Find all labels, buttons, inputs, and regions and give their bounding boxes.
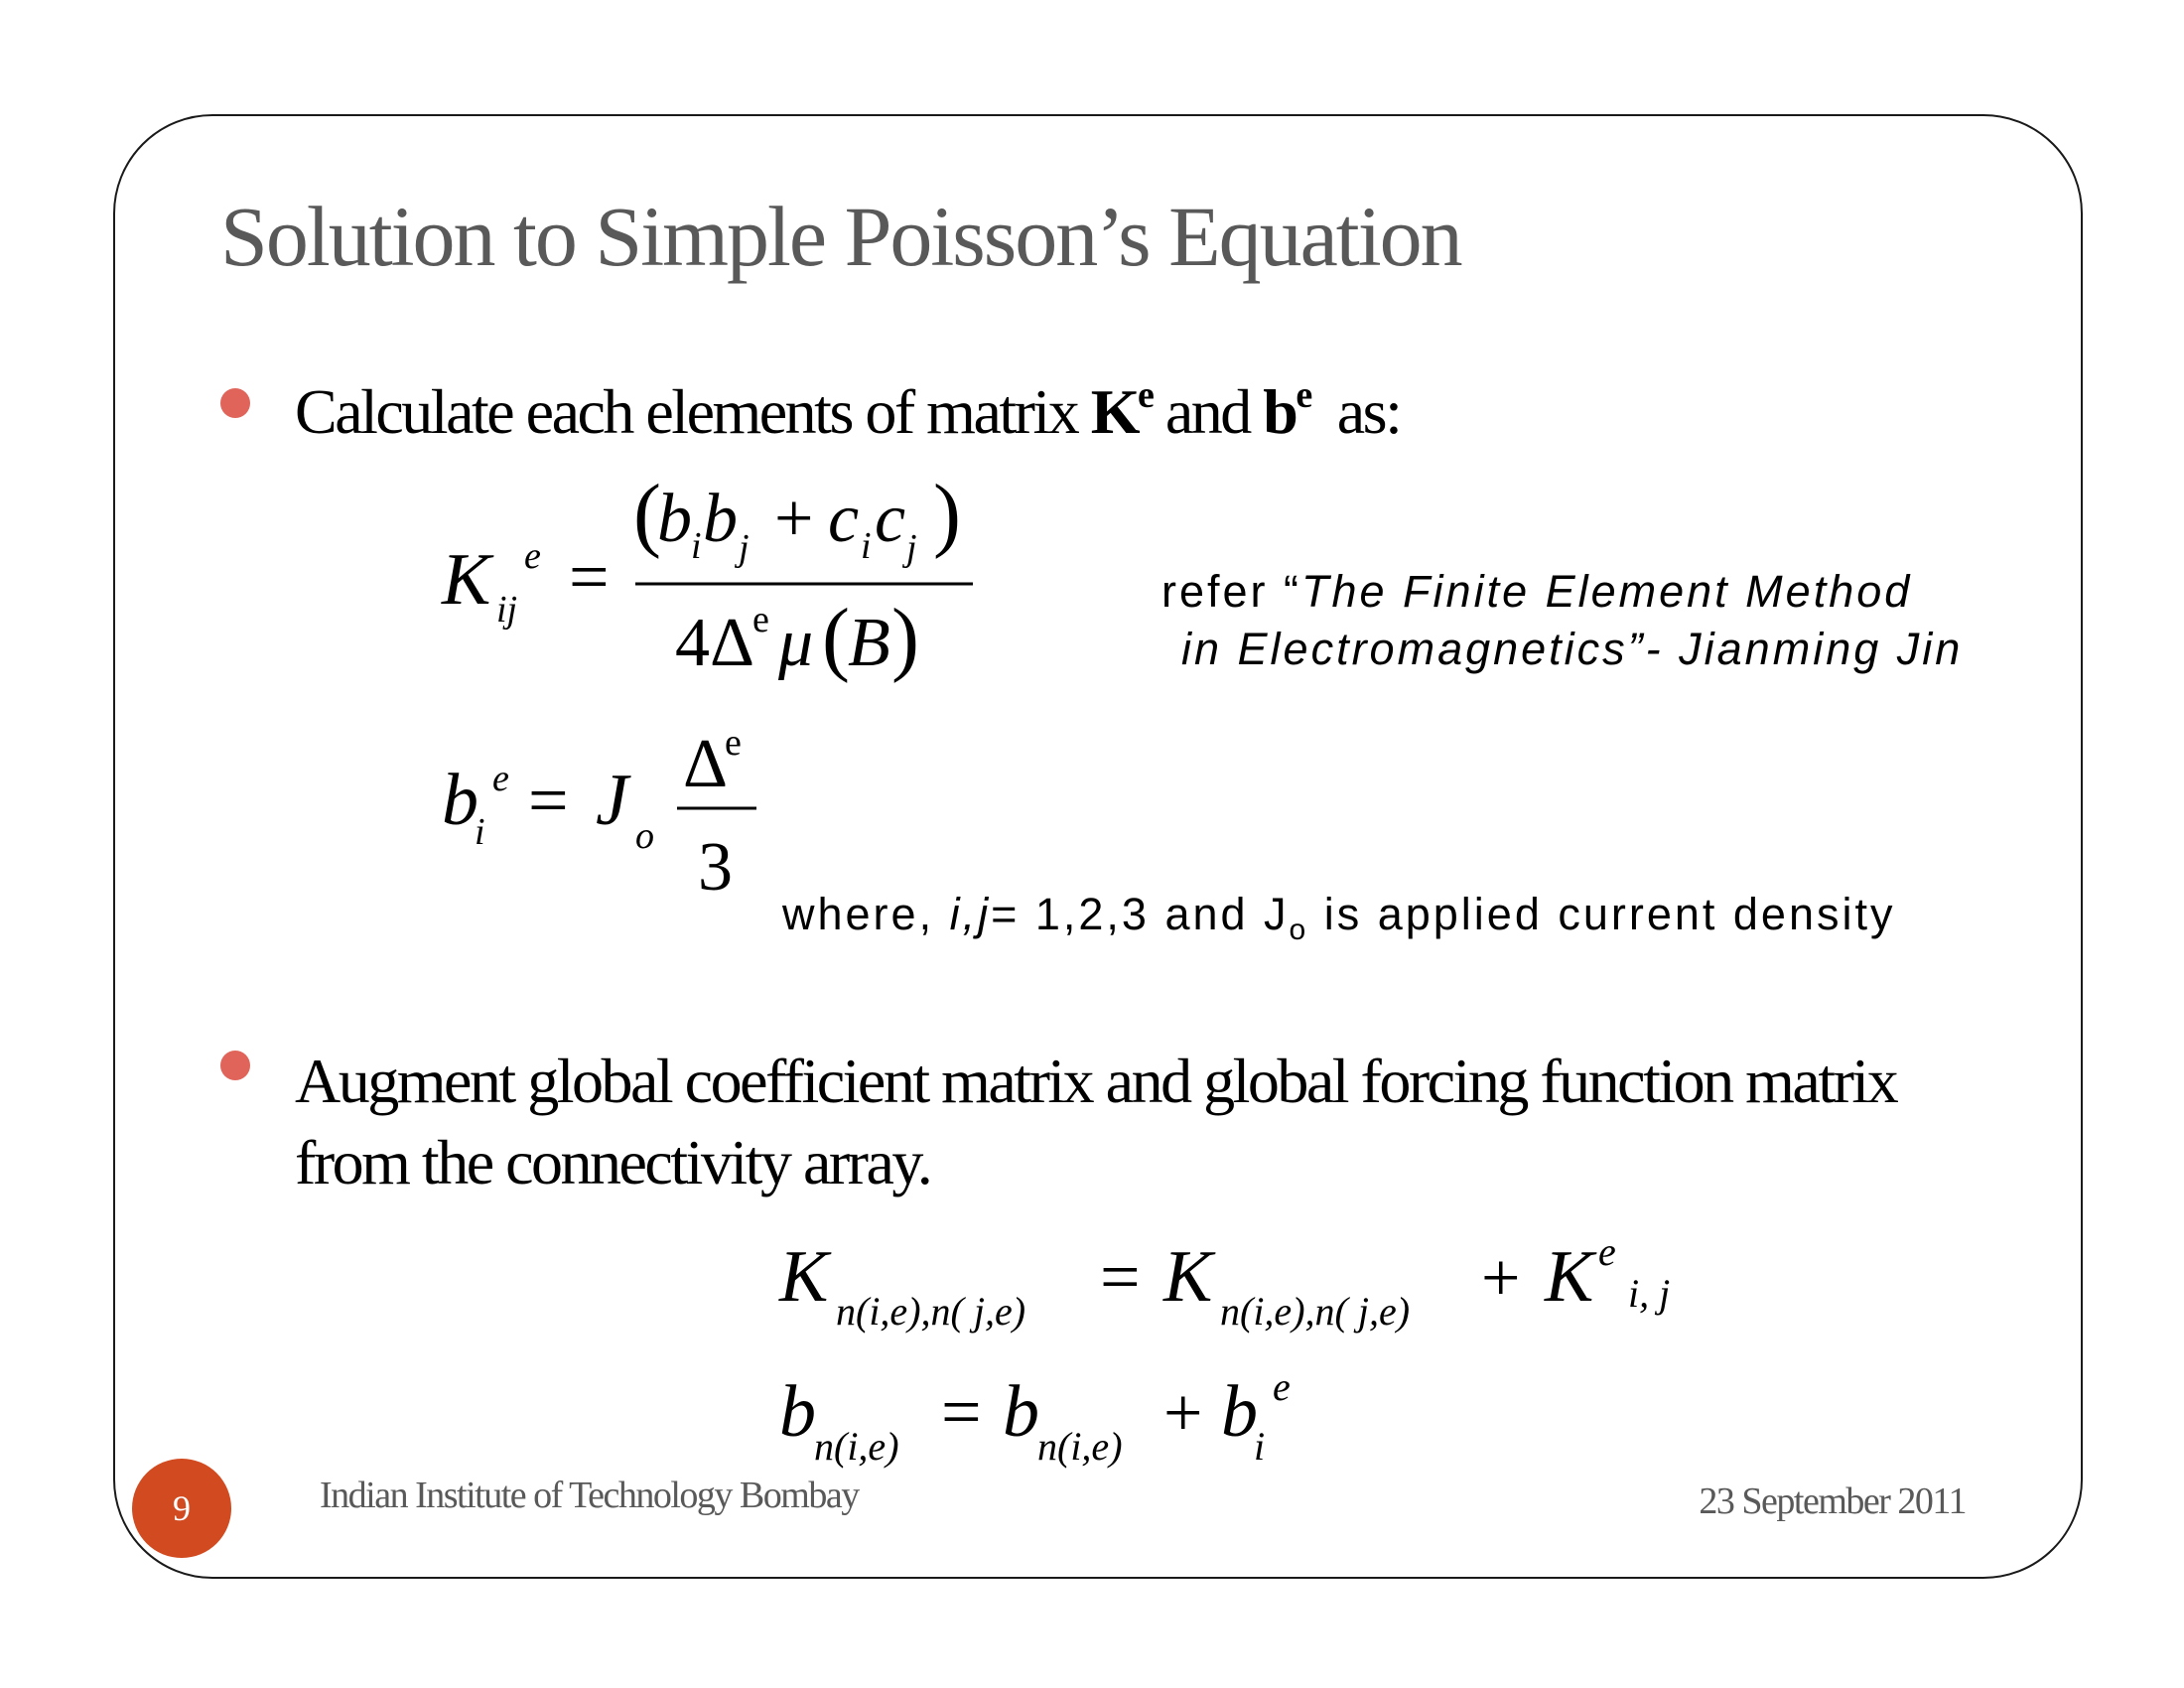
svg-text:n(i,e),n( j,e): n(i,e),n( j,e) [836, 1289, 1026, 1334]
svg-text:b: b [1003, 1371, 1039, 1453]
bullet-1-k: K [1090, 376, 1138, 447]
bullet-1-post: as: [1309, 376, 1401, 447]
slide-title: Solution to Simple Poisson’s Equation [220, 189, 1461, 284]
svg-text:c: c [828, 481, 860, 557]
svg-text:n(i,e): n(i,e) [1037, 1424, 1123, 1469]
svg-text:e: e [524, 535, 541, 577]
svg-text:=: = [941, 1372, 982, 1452]
svg-text:j: j [739, 527, 750, 569]
svg-text:b: b [442, 760, 478, 841]
svg-text:=: = [569, 537, 610, 617]
footer-organization: Indian Institute of Technology Bombay [320, 1475, 859, 1516]
svg-text:): ) [933, 468, 961, 560]
reference-title-line2: in Electromagnetics” [1181, 624, 1646, 674]
svg-text:o: o [635, 815, 654, 857]
svg-text:j: j [906, 527, 917, 569]
svg-text:n(i,e),n( j,e): n(i,e),n( j,e) [1220, 1289, 1411, 1334]
svg-text:K: K [1545, 1236, 1594, 1318]
bullet-2-text [295, 1041, 1896, 1203]
bullet-1-text [295, 371, 1400, 453]
equation-k-element [437, 467, 993, 700]
svg-text:K: K [442, 539, 491, 621]
svg-text:): ) [891, 592, 919, 684]
svg-text:+: + [774, 481, 814, 557]
footer-date: 23 September 2011 [1699, 1480, 1966, 1522]
page-number-badge: 9 [132, 1459, 231, 1558]
svg-text:B: B [848, 605, 890, 681]
svg-text:μ: μ [778, 605, 814, 681]
svg-text:J: J [596, 760, 628, 841]
where-sub: o [1289, 914, 1309, 946]
svg-text:i: i [861, 525, 872, 567]
where-vars: i,j [949, 889, 992, 939]
bullet-1-k-sup: e [1138, 373, 1153, 416]
svg-text:4Δ: 4Δ [675, 605, 755, 681]
where-mid: = 1,2,3 and J [991, 889, 1290, 939]
svg-text:b: b [1221, 1371, 1258, 1453]
svg-text:e: e [1598, 1229, 1616, 1274]
svg-text:c: c [875, 481, 906, 557]
svg-text:ij: ij [496, 589, 518, 631]
svg-text:K: K [779, 1236, 829, 1318]
svg-text:(: ( [633, 468, 661, 560]
svg-text:3: 3 [698, 829, 733, 906]
equation-b-element [437, 715, 774, 918]
reference-note [1161, 566, 1963, 675]
svg-text:Δ: Δ [683, 726, 729, 802]
svg-text:=: = [528, 761, 569, 840]
svg-text:=: = [1100, 1237, 1141, 1317]
where-prefix: where, [782, 889, 950, 939]
svg-text:i, j: i, j [1628, 1271, 1671, 1316]
svg-text:n(i,e): n(i,e) [814, 1424, 899, 1469]
svg-text:K: K [1163, 1236, 1213, 1318]
svg-text:b: b [779, 1371, 816, 1453]
bullet-2-line1: Augment global coefficient matrix and global forcing function matrix [295, 1046, 1897, 1116]
bullet-1-pre: Calculate each elements of matrix [295, 376, 1091, 447]
svg-text:e: e [725, 722, 742, 764]
where-post: is applied current density [1308, 889, 1896, 939]
equation-k-global [774, 1221, 1707, 1355]
svg-text:e: e [752, 599, 769, 640]
reference-author: - Jianming Jin [1645, 624, 1964, 674]
equation-b-global [774, 1356, 1330, 1480]
bullet-1-b-sup: e [1296, 373, 1310, 416]
svg-text:i: i [1254, 1424, 1266, 1469]
svg-text:+: + [1481, 1240, 1521, 1317]
svg-text:b: b [703, 481, 738, 557]
reference-title-line1: The Finite Element Method [1301, 566, 1913, 617]
where-note [782, 889, 1896, 947]
bullet-1-b: b [1263, 376, 1297, 447]
reference-prefix: refer “ [1161, 566, 1302, 617]
svg-text:i: i [475, 811, 485, 853]
svg-text:e: e [1273, 1364, 1291, 1409]
svg-text:e: e [492, 758, 509, 799]
bullet-2-line2: from the connectivity array. [295, 1127, 931, 1197]
svg-text:b: b [657, 481, 692, 557]
bullet-dot-2 [220, 1051, 250, 1080]
bullet-dot-1 [220, 388, 250, 418]
svg-text:i: i [691, 525, 702, 567]
svg-text:(: ( [822, 592, 850, 684]
svg-text:+: + [1163, 1375, 1203, 1452]
bullet-1-mid: and [1152, 376, 1264, 447]
